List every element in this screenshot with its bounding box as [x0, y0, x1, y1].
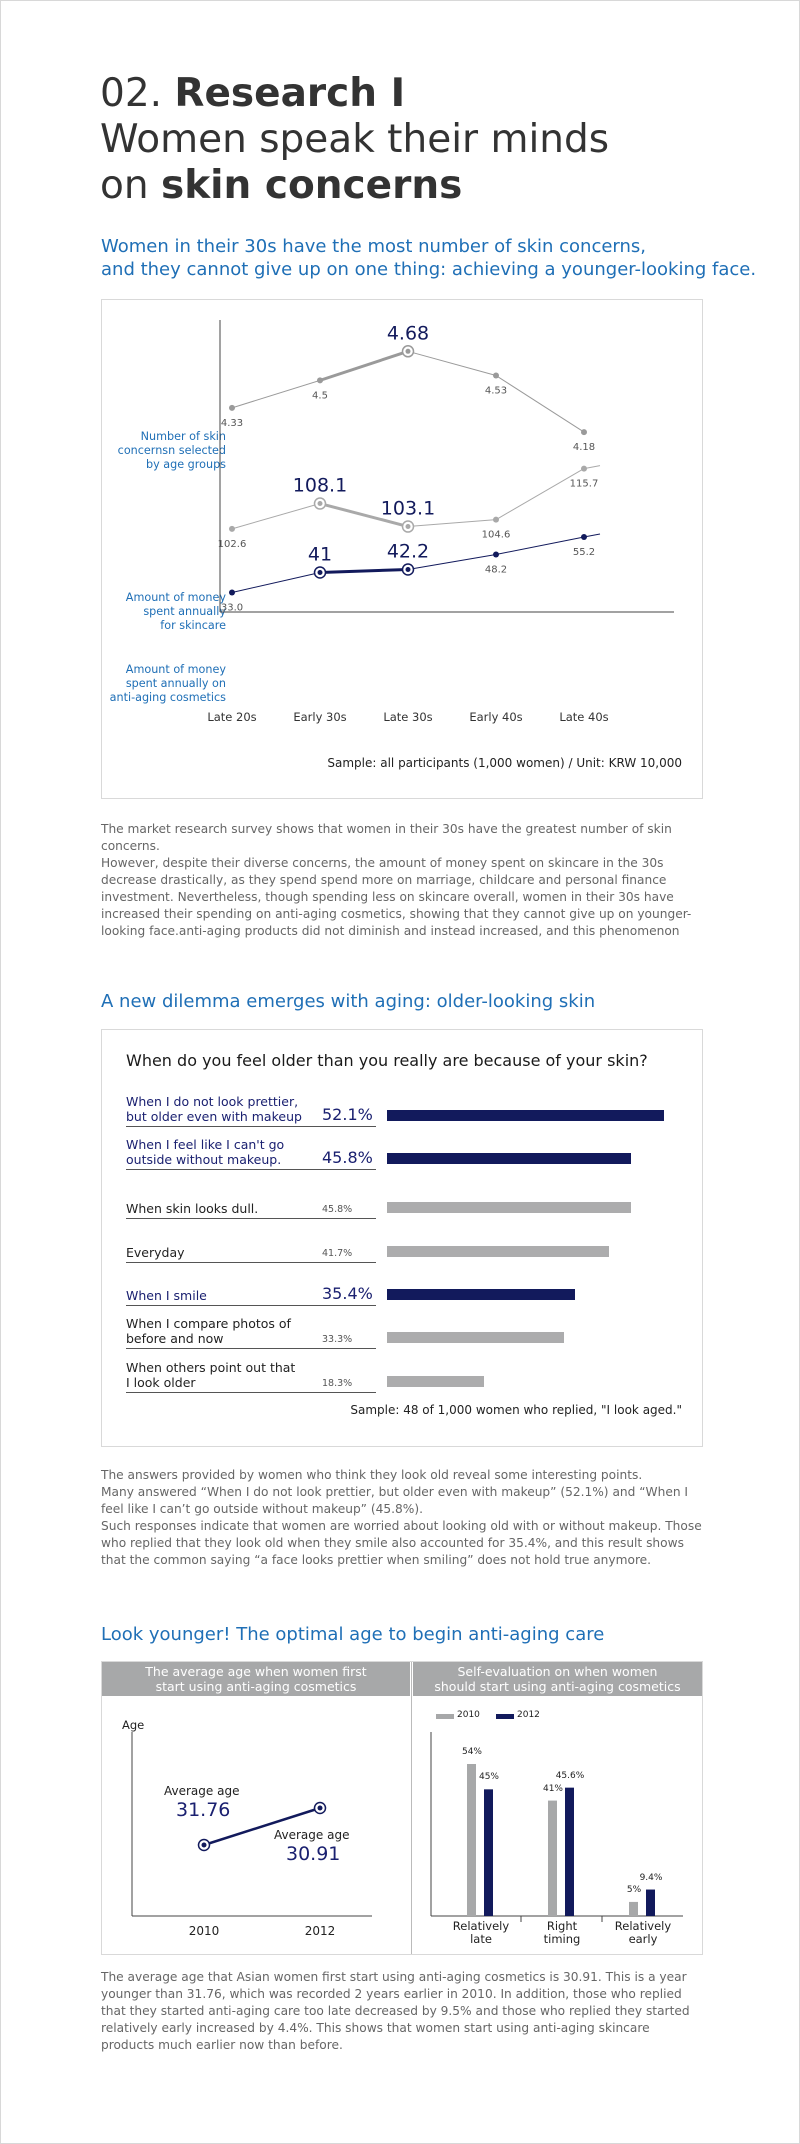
- chart2-row-label: [126, 1316, 326, 1346]
- chart2-row-label: [126, 1360, 326, 1390]
- chart1-series-segment: [496, 376, 584, 433]
- chart2-bar: [387, 1110, 664, 1121]
- chart1-series-segment: [496, 469, 584, 520]
- chart1-point: [581, 429, 587, 435]
- chart2-bar: [387, 1376, 484, 1387]
- chart1-data-label: 55.2: [572, 547, 596, 558]
- chart3-x-tick-label: 2012: [304, 1924, 336, 1938]
- chart2-bar-row: [126, 1093, 681, 1127]
- chart1-data-label: 102.6: [217, 538, 247, 550]
- chart2-bar-row: [126, 1136, 681, 1170]
- chart1-point: [317, 377, 323, 383]
- panel1-title-line: The average age when women first: [145, 1664, 367, 1679]
- chart1-data-label: 4.68: [386, 322, 430, 345]
- chart1-series-segment: [232, 380, 320, 407]
- label-skin-concerns-line: by age groups: [146, 458, 226, 471]
- chart4-bar-label: 9.4%: [639, 1872, 663, 1883]
- chart2-bar: [387, 1332, 564, 1343]
- chart2-row-label: [126, 1245, 326, 1260]
- chart2-row-percent: 35.4%: [322, 1284, 373, 1303]
- chart1-point: [318, 570, 323, 575]
- chart2-row-percent: 45.8%: [322, 1148, 373, 1167]
- chart2-bar-row: [126, 1359, 681, 1393]
- chart4-bar-label: 45%: [478, 1772, 499, 1783]
- chart2-box: [101, 1029, 703, 1447]
- chart2-row-underline: [126, 1126, 376, 1127]
- chart3-age-line-chart: [102, 1662, 410, 1952]
- chart4-x-tick-label-line: late: [470, 1932, 492, 1946]
- chart2-row-percent: 52.1%: [322, 1105, 373, 1124]
- chart4-x-tick-label-line: Relatively: [452, 1919, 510, 1933]
- chart2-row-label: [126, 1137, 326, 1167]
- chart1-point: [493, 552, 499, 558]
- chart4-x-tick-label-line: Relatively: [614, 1919, 672, 1933]
- chart4-legend-label: 2010: [457, 1710, 480, 1720]
- chart2-row-label-line: When I smile: [126, 1288, 207, 1303]
- title-line-2: Women speak their minds: [100, 117, 610, 162]
- chart3-point: [202, 1843, 207, 1848]
- page-title: [100, 71, 740, 209]
- chart1-data-label: 115.7: [569, 478, 599, 490]
- section3-paragraph: [101, 1969, 706, 2054]
- chart1-sample-note: Sample: all participants (1,000 women) / Unit: KRW 10,000: [327, 756, 682, 770]
- chart4-legend-label: 2012: [517, 1710, 540, 1720]
- title-line-3-bold: skin concerns: [160, 163, 463, 208]
- chart4-x-tick-label: [522, 1920, 602, 1946]
- paragraph-line: The market research survey shows that women in their 30s have the greatest number of skin concerns.: [101, 822, 672, 853]
- chart1-point: [581, 534, 587, 540]
- chart4-x-tick-label-line: early: [628, 1932, 658, 1946]
- chart2-row-underline: [126, 1262, 376, 1263]
- label-antiaging-spend-line: Amount of money: [125, 663, 226, 676]
- chart1-data-label: 108.1: [292, 474, 348, 497]
- panel2-title-line: Self-evaluation on when women: [457, 1664, 658, 1679]
- paragraph-line: The answers provided by women who think they look old reveal some interesting points.: [101, 1468, 643, 1482]
- chart2-bar-row: [126, 1315, 681, 1349]
- chart2-row-percent: 41.7%: [322, 1248, 353, 1259]
- chart2-question: When do you feel older than you really are because of your skin?: [126, 1051, 648, 1070]
- title-line-3-prefix: on: [100, 163, 161, 208]
- chart3-value-label: 31.76: [176, 1799, 231, 1821]
- chart2-bar: [387, 1246, 609, 1257]
- chart1-point: [406, 567, 411, 572]
- chart1-data-label: 48.2: [484, 564, 508, 576]
- chart3-point: [318, 1806, 323, 1811]
- paragraph-line: The average age that Asian women first start using anti-aging cosmetics is 30.91. This is a year younger than 31.76, which was recorded 2 years earlier in 2010. In addition, those who replied that they started anti-aging care too late decreased by 9.5% and those who replied they started relatively early increased by 4.4%. This shows that women start using anti-aging skincare products much earlier now than before.: [101, 1970, 690, 2052]
- chart3-avg-label: Average age: [164, 1784, 240, 1798]
- chart1-data-label: 33.0: [220, 602, 244, 614]
- chart4-x-tick-label-line: timing: [543, 1932, 581, 1946]
- chart1-data-label: 42.2: [386, 540, 430, 563]
- chart1-x-tick-label: Late 40s: [559, 710, 609, 724]
- chart4-bar-label: 54%: [461, 1747, 482, 1757]
- chart2-row-label-line: When I feel like I can't go: [126, 1137, 285, 1152]
- paragraph-line: However, despite their diverse concerns, the amount of money spent on skincare in the 30s decrease drastically, as they spend spend more on marriage, childcare and personal finance investment. Nevertheless, though spending less on skincare overall, women in their 30s have increased their spending on anti-aging cosmetics, showing that they cannot give up on younger-looking face.anti-aging products did not diminish and instead increased, and this phenomenon: [101, 856, 692, 938]
- chart2-row-underline: [126, 1348, 376, 1349]
- chart2-row-percent: 18.3%: [322, 1378, 353, 1389]
- chart2-row-label: [126, 1094, 326, 1124]
- panel-divider: [411, 1662, 412, 1954]
- section1-headline: [101, 235, 756, 281]
- section1-headline-line1: Women in their 30s have the most number of skin concerns,: [101, 236, 647, 257]
- chart2-row-underline: [126, 1169, 376, 1170]
- paragraph-line: Such responses indicate that women are worried about looking old with or without makeup. Those who replied that they look old when they smile also accounted for 35.4%, and this result shows that the common saying “a face looks prettier when smiling” does not hold true anymore.: [101, 1519, 702, 1567]
- chart2-row-percent: 33.3%: [322, 1334, 353, 1345]
- chart1-point: [493, 373, 499, 379]
- chart1-data-label: 41: [307, 543, 333, 566]
- panel1-title-line: start using anti-aging cosmetics: [155, 1679, 357, 1694]
- chart4-x-tick-label-line: Right: [546, 1919, 578, 1933]
- chart2-row-label-line: When skin looks dull.: [126, 1201, 259, 1216]
- chart2-row-label: [126, 1201, 326, 1216]
- chart2-row-underline: [126, 1218, 376, 1219]
- chart1-point: [229, 405, 235, 411]
- chart1-point: [581, 466, 587, 472]
- chart2-sample-note: Sample: 48 of 1,000 women who replied, "I look aged.": [350, 1403, 682, 1417]
- age-axis-label: Age: [122, 1718, 145, 1732]
- chart2-row-label-line: before and now: [126, 1331, 224, 1346]
- chart1-series-segment: [232, 573, 320, 593]
- label-skin-concerns-line: Number of skin: [140, 430, 226, 443]
- chart3-box: [101, 1661, 703, 1955]
- chart1-data-label: 104.6: [481, 529, 511, 541]
- chart2-row-label-line: I look older: [126, 1375, 196, 1390]
- chart1-series-segment: [232, 504, 320, 529]
- label-antiaging-spend-line: spent annually on: [125, 677, 226, 690]
- chart3-avg-label: Average age: [274, 1828, 350, 1842]
- chart2-row-label-line: When others point out that: [126, 1360, 296, 1375]
- section3-headline: Look younger! The optimal age to begin anti-aging care: [101, 1624, 605, 1645]
- chart2-row-label-line: Everyday: [126, 1245, 185, 1260]
- chart4-x-tick-label: [441, 1920, 521, 1946]
- chart4-bar-label: 45.6%: [555, 1770, 585, 1781]
- chart4-bar-label: 5%: [626, 1884, 642, 1895]
- label-skincare-spend-line: spent annually: [143, 605, 226, 618]
- title-research: Research I: [174, 71, 406, 116]
- chart2-row-underline: [126, 1305, 376, 1306]
- section1-headline-line2: and they cannot give up on one thing: achieving a younger-looking face.: [101, 259, 757, 280]
- panel2-title-line: should start using anti-aging cosmetics: [434, 1679, 681, 1694]
- chart2-row-percent: 45.8%: [322, 1204, 353, 1215]
- chart2-bar: [387, 1202, 631, 1213]
- chart2-row-label: [126, 1288, 326, 1303]
- chart2-bar-row: [126, 1229, 681, 1263]
- chart4-bar-label: 41%: [542, 1783, 563, 1794]
- section2-headline: A new dilemma emerges with aging: older-looking skin: [101, 991, 596, 1012]
- chart4-labels: [413, 1662, 702, 1952]
- label-skincare-spend-line: for skincare: [160, 619, 226, 632]
- chart3-value-label: 30.91: [286, 1843, 341, 1865]
- chart1-data-label: 4.5: [312, 390, 328, 402]
- chart1-point: [318, 501, 323, 506]
- chart1-series-segment: [408, 520, 496, 527]
- chart1-series-segment: [408, 351, 496, 375]
- chart1-data-label: 4.18: [572, 442, 596, 454]
- chart2-bar: [387, 1289, 575, 1300]
- title-number: 02.: [100, 71, 175, 116]
- label-skincare-spend-line: Amount of money: [125, 591, 226, 604]
- section2-paragraph: [101, 1467, 706, 1569]
- chart2-bar-row: [126, 1185, 681, 1219]
- chart1-data-label: 103.1: [380, 497, 436, 520]
- chart1-series-segment: [320, 570, 408, 573]
- chart1-point: [406, 349, 411, 354]
- chart4-x-tick-label: [603, 1920, 683, 1946]
- chart2-row-label-line: When I compare photos of: [126, 1316, 291, 1331]
- chart1-x-tick-label: Late 30s: [383, 710, 433, 724]
- chart3-x-tick-label: 2010: [188, 1924, 220, 1938]
- label-antiaging-spend-line: anti-aging cosmetics: [109, 691, 226, 704]
- chart1-series-segment: [320, 351, 408, 380]
- chart1-data-label: 4.33: [220, 417, 244, 429]
- chart2-row-label-line: outside without makeup.: [126, 1152, 282, 1167]
- chart2-bar: [387, 1153, 631, 1164]
- chart1-point: [229, 526, 235, 532]
- chart1-point: [406, 524, 411, 529]
- chart1-x-tick-label: Early 30s: [293, 710, 347, 724]
- chart1-x-tick-label: Early 40s: [469, 710, 523, 724]
- chart2-row-label-line: but older even with makeup: [126, 1109, 302, 1124]
- paragraph-line: Many answered “When I do not look prettier, but older even with makeup” (52.1%) and “When I feel like I can’t go outside without makeup” (45.8%).: [101, 1485, 689, 1516]
- label-skin-concerns-line: concernsn selected: [117, 444, 226, 457]
- chart1-point: [229, 590, 235, 596]
- chart1-point: [493, 517, 499, 523]
- chart2-row-underline: [126, 1392, 376, 1393]
- chart1-box: [101, 299, 703, 799]
- chart2-bar-row: [126, 1272, 681, 1306]
- chart1-line-chart: [102, 300, 702, 740]
- chart1-data-label: 4.53: [484, 385, 508, 397]
- chart2-row-label-line: When I do not look prettier,: [126, 1094, 299, 1109]
- section1-paragraph: [101, 821, 706, 940]
- chart1-x-tick-label: Late 20s: [207, 710, 257, 724]
